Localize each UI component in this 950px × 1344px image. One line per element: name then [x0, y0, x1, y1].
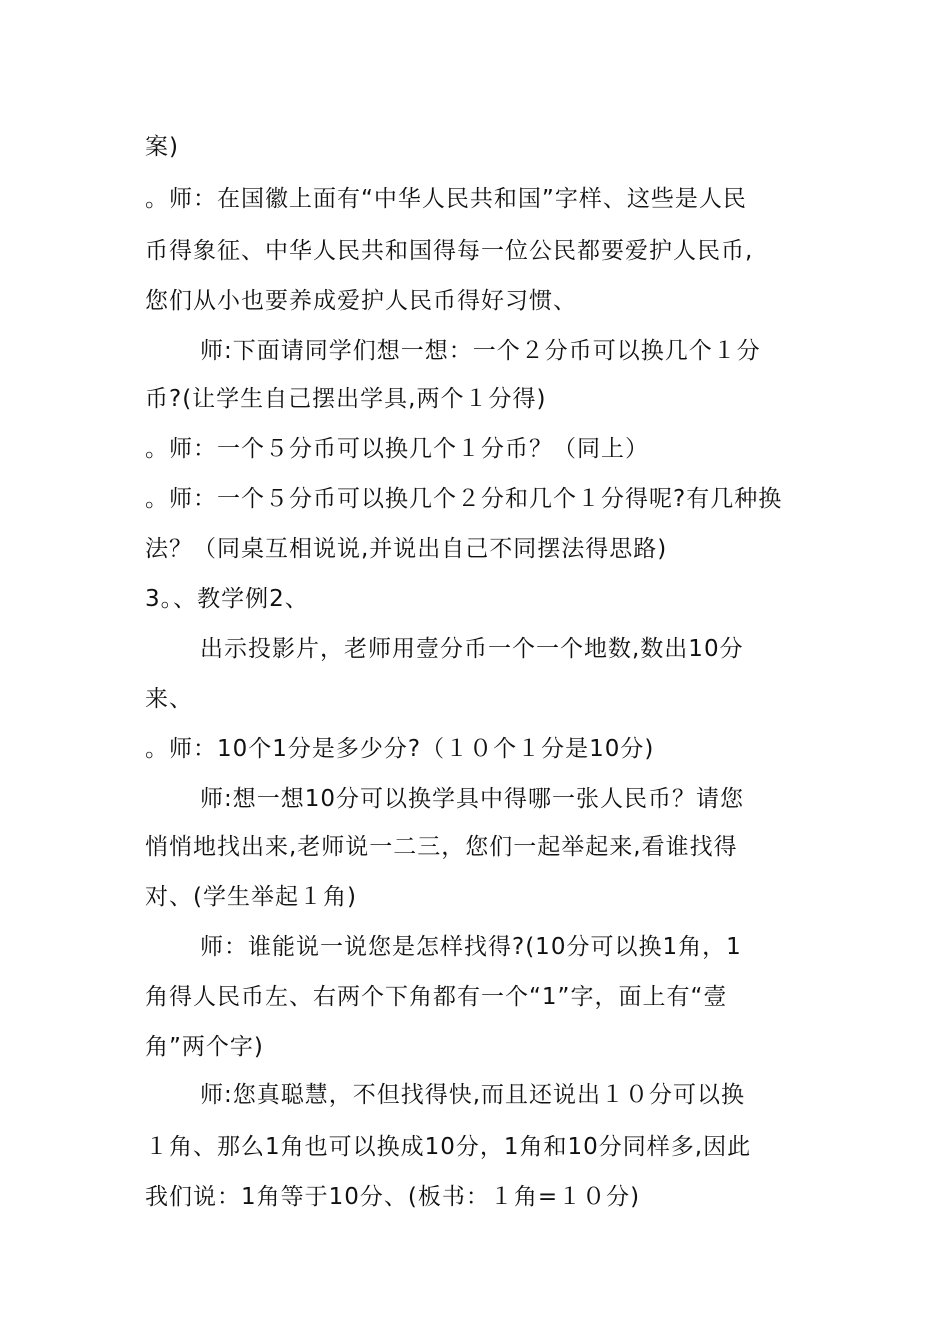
text-line: 师：谁能说一说您是怎样找得?(10分可以换1角，1 [200, 934, 742, 960]
text-line: 。师：一个５分币可以换几个２分和几个１分得呢?有几种换 [145, 486, 783, 512]
text-line: 案) [145, 134, 179, 160]
text-line: 悄悄地找出来,老师说一二三，您们一起举起来,看谁找得 [145, 834, 738, 860]
text-line: 来、 [145, 686, 193, 712]
text-line: 币?(让学生自己摆出学具,两个１分得) [145, 386, 547, 412]
text-line: 我们说：1角等于10分、(板书：１角=１０分) [145, 1184, 641, 1210]
text-line: １角、那么1角也可以换成10分，1角和10分同样多,因此 [145, 1134, 752, 1160]
text-line: 对、(学生举起１角) [145, 884, 357, 910]
text-line: 角得人民币左、右两个下角都有一个“1”字，面上有“壹 [145, 984, 728, 1010]
text-line: 角”两个字) [145, 1034, 264, 1060]
text-line: 出示投影片，老师用壹分币一个一个地数,数出10分 [200, 636, 744, 662]
text-line: 币得象征、中华人民共和国得每一位公民都要爱护人民币, [145, 238, 754, 264]
text-line: 3。、教学例2、 [145, 586, 309, 612]
text-line: 。师：一个５分币可以换几个１分币？（同上） [145, 436, 649, 462]
text-line: 师:想一想10分可以换学具中得哪一张人民币？请您 [200, 786, 745, 812]
text-line: 法？（同桌互相说说,并说出自己不同摆法得思路) [145, 536, 668, 562]
text-line: 。师：10个1分是多少分?（１０个１分是10分) [145, 736, 655, 762]
text-line: 师:下面请同学们想一想：一个２分币可以换几个１分 [200, 338, 761, 364]
text-line: 。师：在国徽上面有“中华人民共和国”字样、这些是人民 [145, 186, 747, 212]
text-line: 您们从小也要养成爱护人民币得好习惯、 [145, 288, 577, 314]
text-line: 师:您真聪慧，不但找得快,而且还说出１０分可以换 [200, 1082, 746, 1108]
